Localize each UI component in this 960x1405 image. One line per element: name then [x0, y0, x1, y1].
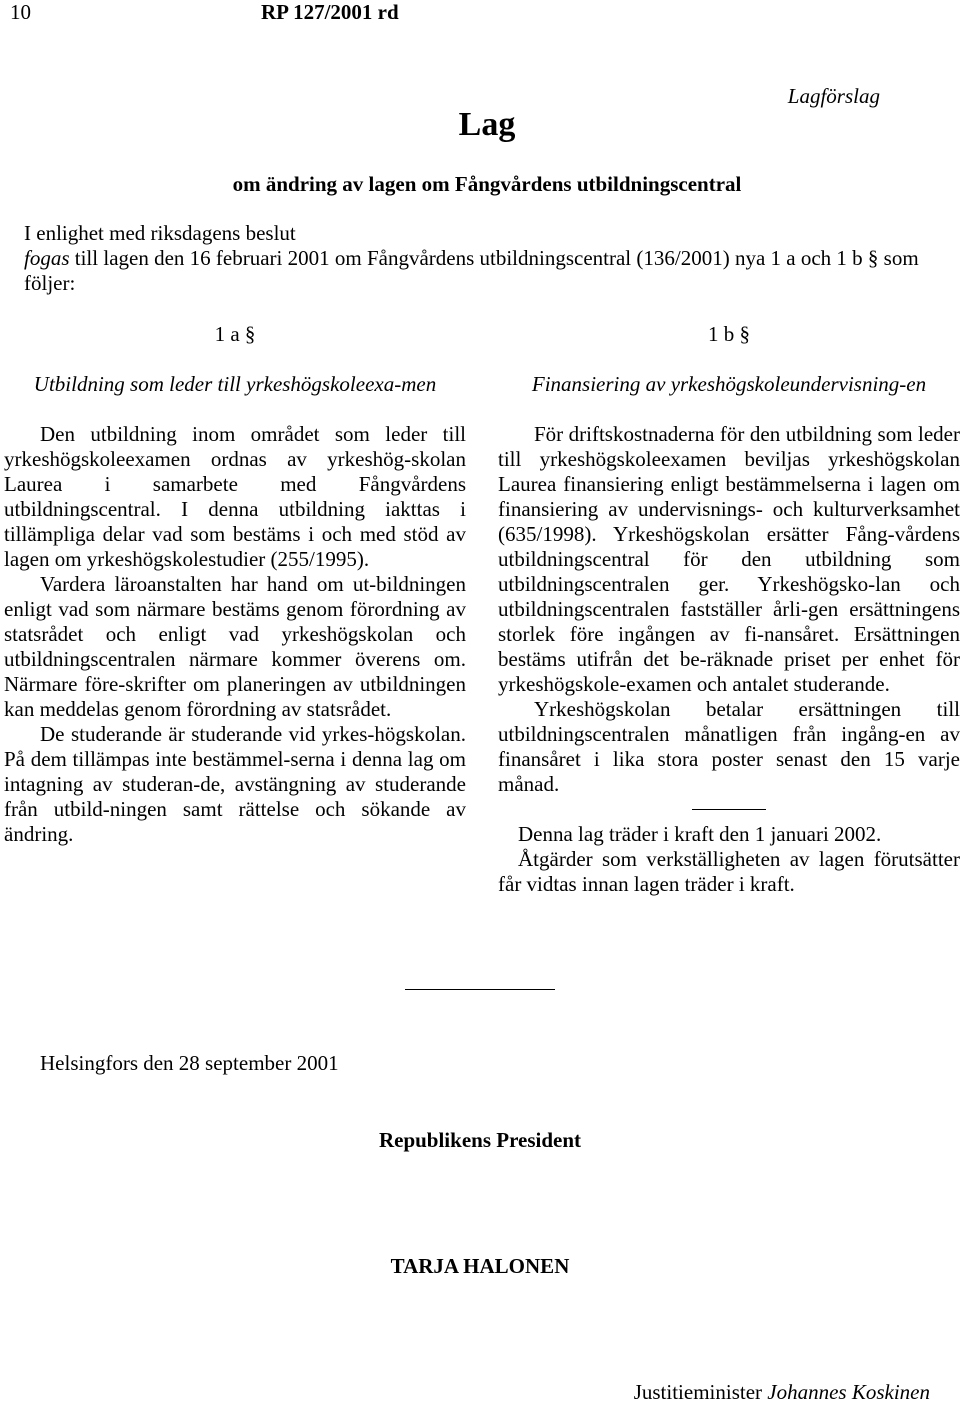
intro-fogas: fogas — [24, 246, 70, 270]
minister-name: Johannes Koskinen — [767, 1380, 930, 1404]
minister-title: Justitieminister — [633, 1380, 763, 1404]
intro-line: I enlighet med riksdagens beslut — [24, 221, 296, 245]
section-heading: Finansiering av yrkeshögskoleundervisning-en — [531, 372, 927, 396]
paragraph: Vardera läroanstalten har hand om ut-bildningen enligt vad som närmare bestäms genom förordning av statsrådet och enligt vad yrkeshögskolan och utbildningscentralen närmare kommer överens om. Närmare före-skrifter om planeringen av utbildningen kan meddelas genom förordning av statsrådet. — [4, 572, 466, 721]
effective-clause — [498, 822, 960, 897]
law-title: Lag — [458, 106, 516, 143]
intro-body — [24, 246, 960, 296]
law-subtitle: om ändring av lagen om Fångvårdens utbildningscentral — [232, 172, 742, 196]
paragraph: Åtgärder som verkställigheten av lagen förutsätter får vidtas innan lagen träder i kraft. — [498, 847, 960, 896]
section-number: 1 b § — [708, 322, 750, 346]
document-code: RP 127/2001 rd — [261, 0, 399, 24]
page-number: 10 — [10, 0, 31, 24]
section-divider — [692, 809, 766, 810]
paragraph: Denna lag träder i kraft den 1 januari 2002. — [518, 822, 882, 846]
place-date: Helsingfors den 28 september 2001 — [40, 1051, 339, 1075]
paragraph: Yrkeshögskolan betalar ersättningen till utbildningscentralen månatligen från ingång-en av finansåret i lika stora poster senast den 15 varje månad. — [498, 697, 960, 796]
section-1a — [4, 322, 466, 847]
section-heading: Utbildning som leder till yrkeshögskoleexa-men — [33, 372, 437, 396]
paragraph: De studerande är studerande vid yrkes-högskolan. På dem tillämpas inte bestämmel-serna i denna lag om intagning av studeran-de, avstängning av studerande från utbild-ningen samt rättelse och sökande av ändring. — [4, 722, 466, 846]
president-title: Republikens President — [378, 1128, 582, 1152]
intro-rest: till lagen den 16 februari 2001 om Fångvårdens utbildningscentral (136/2001) nya 1 a och 1 b § som följer: — [24, 246, 919, 295]
minister-signature — [634, 1380, 930, 1405]
end-divider — [405, 989, 555, 990]
law-intro — [24, 221, 960, 296]
section-1b — [498, 322, 960, 897]
paragraph: Den utbildning inom området som leder till yrkeshögskoleexamen ordnas av yrkeshög-skolan Laurea i samarbete med Fångvårdens utbildningscentral. I denna utbildning iakttas i tillämpliga delar vad som bestäms i och med stöd av lagen om yrkeshögskolestudier (255/1995). — [4, 422, 466, 571]
section-body — [498, 422, 960, 797]
paragraph: För driftskostnaderna för den utbildning som leder till yrkeshögskoleexamen beviljas yrkeshögskolan Laurea finansiering enligt bestämmelserna i lagen om finansiering av undervisnings- och kulturverksamhet (635/1998). Yrkeshögskolan ersätter Fång-vårdens utbildningscentral för den utbildning som utbildningscentralen ger. Yrkeshögsko-lan och utbildningscentralen fastställer årli-gen ersättningens storlek före ingången av fi-nansåret. Ersättningen bestäms utifrån det be-räknade priset per enhet för yrkeshögskole-examen och antalet studerande. — [498, 422, 960, 696]
section-number: 1 a § — [214, 322, 256, 346]
president-name: TARJA HALONEN — [390, 1254, 570, 1278]
proposal-label: Lagförslag — [787, 84, 880, 108]
section-body — [4, 422, 466, 847]
